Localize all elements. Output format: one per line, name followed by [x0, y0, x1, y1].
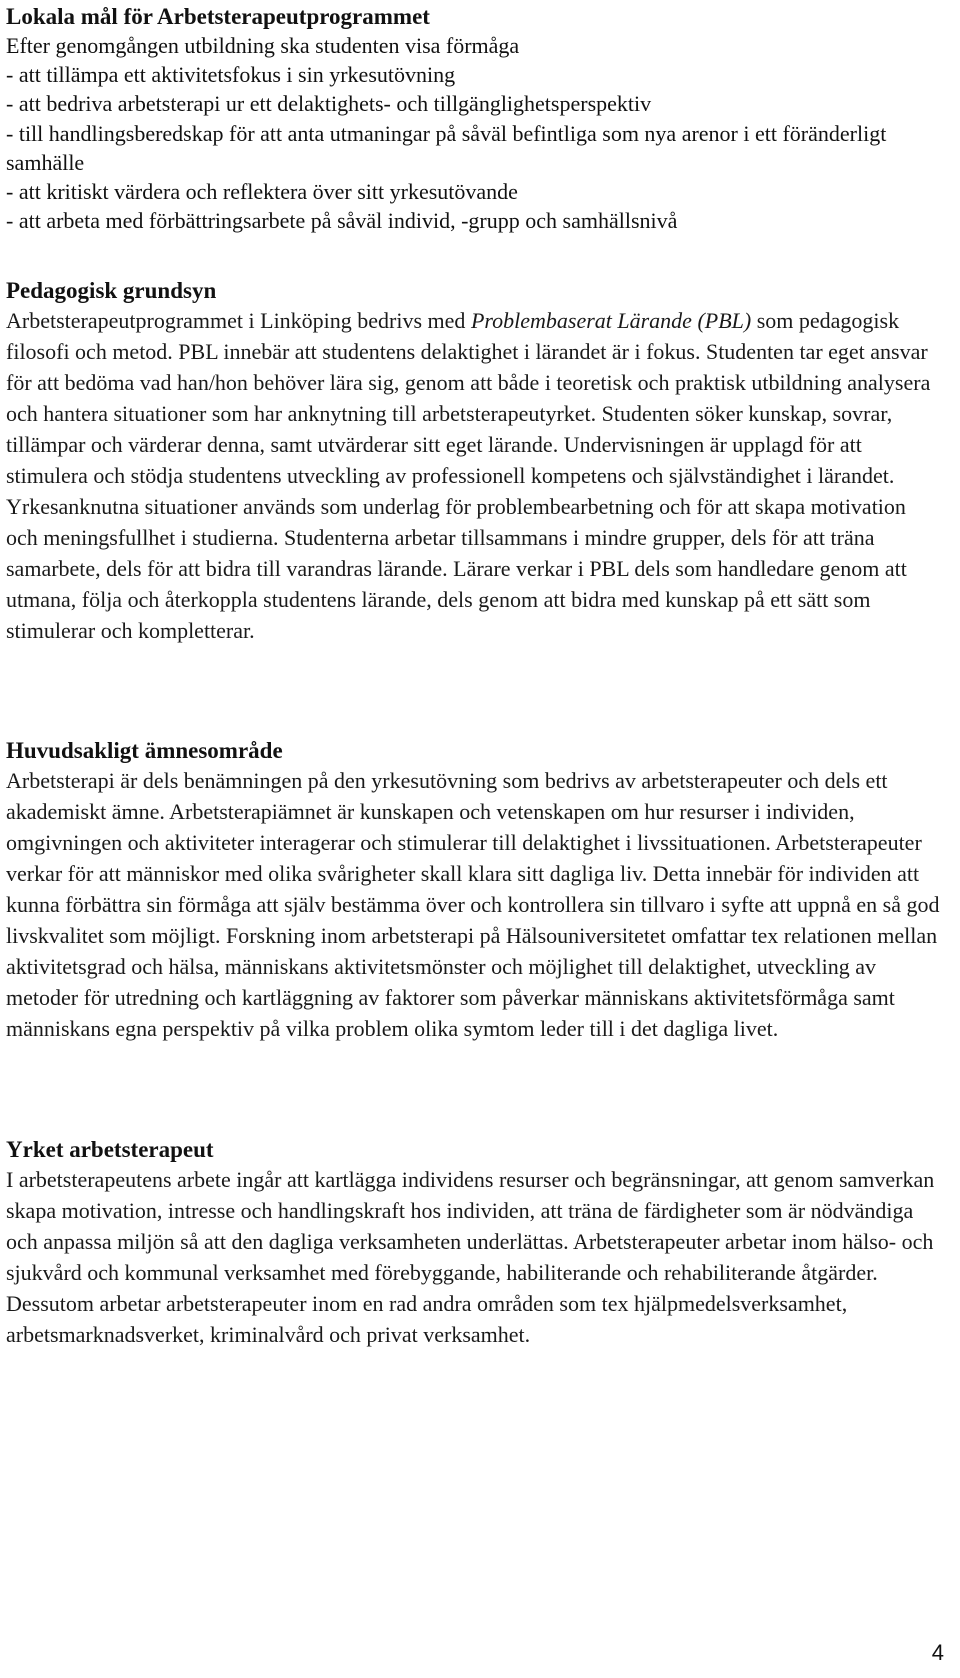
section-heading-profession: Yrket arbetsterapeut: [6, 1137, 214, 1162]
goals-intro: Efter genomgången utbildning ska studenten visa förmåga: [6, 33, 520, 58]
goal-item-text: - till handlingsberedskap för att anta utmaningar på såväl befintliga som nya arenor i ett föränderligt samhälle: [6, 120, 887, 175]
section-heading-pedagogy: Pedagogisk grundsyn: [6, 278, 217, 303]
goal-item: - att bedriva arbetsterapi ur ett delaktighets- och tillgänglighetsperspektiv: [6, 91, 652, 117]
section-pedagogy: [6, 276, 941, 646]
section-local-goals: [6, 2, 936, 235]
pbl-term: Problembaserat Lärande (PBL): [470, 308, 752, 333]
goal-item: - att tillämpa ett aktivitetsfokus i sin yrkesutövning: [6, 62, 456, 88]
pedagogy-paragraph: [6, 305, 941, 646]
goal-item: - att arbeta med förbättringsarbete på såväl individ, -grupp och samhällsnivå: [6, 208, 678, 234]
goal-item: [6, 119, 936, 177]
section-heading-local-goals: Lokala mål för Arbetsterapeutprogrammet: [6, 4, 430, 29]
pedagogy-text-rest: som pedagogisk filosofi och metod. PBL innebär att studentens delaktighet i lärandet är i fokus. Studenten tar eget ansvar för att bedöma vad han/hon behöver lära sig, genom att både i teoretisk och praktisk utbildning analysera och hantera situationer som har anknytning till arbetsterapeutyrket. Studenten söker kunskap, sovrar, tillämpar och värderar denna, samt utvärderar sitt eget lärande. Undervisningen är upplagd för att stimulera och stödja studentens utveckling av professionell kompetens och självständighet i lärandet. Yrkesanknutna situationer används som underlag för problembearbetning och för att skapa motivation och meningsfullhet i studierna. Studenterna arbetar tillsammans i mindre grupper, dels för att träna samarbete, dels för att bidra till varandras lärande. Lärare verkar i PBL dels som handledare genom att utmana, följa och återkoppla studentens lärande, dels genom att bidra med kunskap på ett sätt som stimulerar och kompletterar.: [6, 308, 931, 643]
pedagogy-text-start: Arbetsterapeutprogrammet i Linköping bedrivs med: [6, 308, 471, 333]
section-main-subject: [6, 736, 941, 1044]
main-subject-paragraph: Arbetsterapi är dels benämningen på den yrkesutövning som bedrivs av arbetsterapeuter och dels ett akademiskt ämne. Arbetsterapiämnet är kunskapen och vetenskapen om hur resurser i individen, omgivningen och aktiviteter interagerar och stimulerar till delaktighet i livssituationen. Arbetsterapeuter verkar för att människor med olika svårigheter skall klara sitt dagliga liv. Detta innebär för individen att kunna förbättra sin förmåga att själv bestämma över och kontrollera sin tillvaro i syfte att uppnå en så god livskvalitet som möjligt. Forskning inom arbetsterapi på Hälsouniversitetet omfattar tex relationen mellan aktivitetsgrad och hälsa, människans aktivitetsmönster och möjlighet till delaktighet, utveckling av metoder för utredning och kartläggning av faktorer som påverkar människans aktivitetsförmåga samt människans egna perspektiv på vilka problem olika symtom leder till i det dagliga livet.: [6, 768, 940, 1041]
goal-item: - att kritiskt värdera och reflektera över sitt yrkesutövande: [6, 179, 518, 205]
page-number: 4: [931, 1640, 944, 1665]
profession-paragraph: I arbetsterapeutens arbete ingår att kartlägga individens resurser och begränsningar, att genom samverkan skapa motivation, intresse och handlingskraft hos individen, att träna de färdigheter som är nödvändiga och anpassa miljön så att den dagliga verksamheten underlättas. Arbetsterapeuter arbetar inom hälso- och sjukvård och kommunal verksamhet med förebyggande, habiliterande och rehabiliterande åtgärder. Dessutom arbetar arbetsterapeuter inom en rad andra områden som tex hjälpmedelsverksamhet, arbetsmarknadsverket, kriminalvård och privat verksamhet.: [6, 1167, 935, 1347]
section-profession: [6, 1135, 941, 1350]
section-heading-main-subject: Huvudsakligt ämnesområde: [6, 738, 283, 763]
